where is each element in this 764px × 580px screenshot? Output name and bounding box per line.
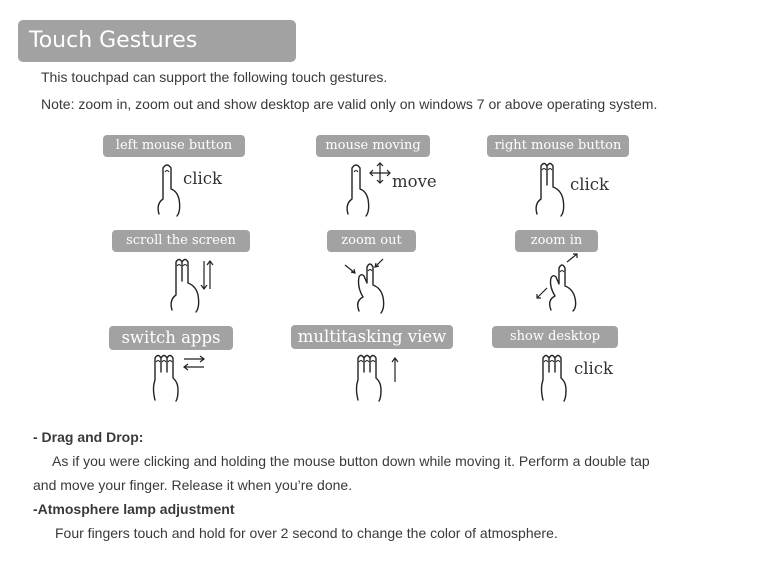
two-finger-scroll-icon	[166, 255, 222, 313]
note-text: Note: zoom in, zoom out and show desktop are valid only on windows 7 or above operating system.	[41, 96, 658, 112]
three-finger-swipe-horizontal-icon	[150, 352, 220, 402]
drag-drop-line-1: As if you were clicking and holding the mouse button down while moving it. Perform a double tap	[52, 453, 650, 469]
gesture-action-text: click	[570, 175, 610, 194]
gesture-label: left mouse button	[103, 135, 245, 157]
gesture-label: multitasking view	[291, 325, 453, 349]
gesture-label: show desktop	[492, 326, 618, 348]
two-finger-tap-icon	[531, 159, 575, 217]
intro-text: This touchpad can support the following touch gestures.	[41, 69, 388, 85]
gesture-label: scroll the screen	[112, 230, 250, 252]
gesture-mouse-moving	[316, 135, 456, 220]
three-finger-tap-icon	[538, 352, 572, 402]
gesture-switch-apps	[109, 326, 239, 406]
gesture-label: mouse moving	[316, 135, 430, 157]
gesture-label: zoom in	[515, 230, 598, 252]
gesture-action-text: click	[183, 169, 223, 188]
page-title: Touch Gestures	[18, 20, 296, 62]
drag-drop-line-2: and move your finger. Release it when you’re done.	[33, 477, 353, 493]
pinch-in-icon	[341, 255, 401, 315]
gesture-label: switch apps	[109, 326, 233, 350]
pinch-out-icon	[533, 252, 593, 312]
gesture-left-mouse-button	[103, 135, 303, 220]
drag-drop-heading: - Drag and Drop:	[33, 429, 144, 445]
gesture-right-mouse-button	[487, 135, 637, 220]
one-finger-move-icon	[342, 159, 392, 217]
gesture-action-text: click	[574, 359, 614, 378]
atmosphere-line-1: Four fingers touch and hold for over 2 second to change the color of atmosphere.	[55, 525, 558, 541]
gesture-label: right mouse button	[487, 135, 629, 157]
atmosphere-heading: -Atmosphere lamp adjustment	[33, 501, 235, 517]
gesture-label: zoom out	[327, 230, 416, 252]
one-finger-tap-icon	[147, 159, 191, 217]
gesture-show-desktop	[492, 326, 622, 406]
gesture-zoom-in	[515, 230, 615, 315]
gesture-zoom-out	[327, 230, 427, 315]
gesture-multitasking-view	[291, 325, 461, 405]
gesture-action-text: move	[392, 172, 437, 191]
three-finger-swipe-up-icon	[353, 352, 413, 402]
gesture-scroll-the-screen	[112, 230, 252, 315]
